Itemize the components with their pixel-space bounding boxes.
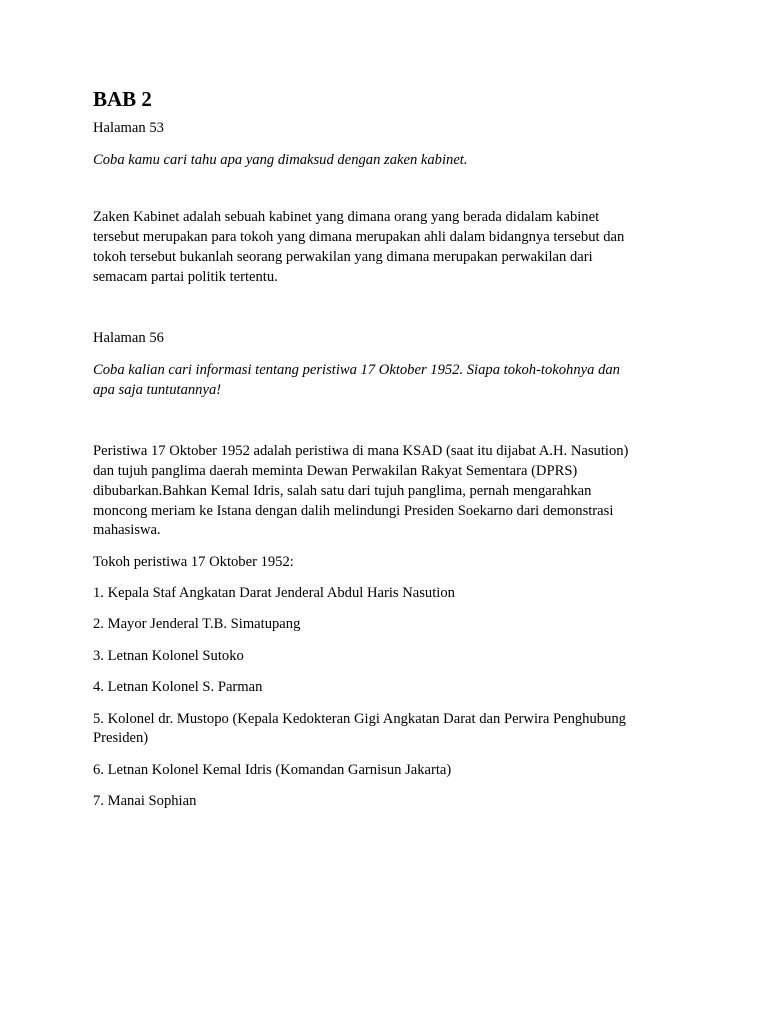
answer-line: tokoh tersebut bukanlah seorang perwakilan yang dimana merupakan perwakilan dari: [93, 249, 593, 265]
list-item: 1. Kepala Staf Angkatan Darat Jenderal Abdul Haris Nasution: [93, 585, 455, 601]
question-line: apa saja tuntutannya!: [93, 382, 222, 398]
page-label-56: Halaman 56: [93, 330, 164, 346]
list-item: 2. Mayor Jenderal T.B. Simatupang: [93, 616, 301, 632]
answer-line: Peristiwa 17 Oktober 1952 adalah peristiwa di mana KSAD (saat itu dijabat A.H. Nasution): [93, 443, 629, 459]
answer-line: moncong meriam ke Istana dengan dalih melindungi Presiden Soekarno dari demonstrasi: [93, 503, 614, 519]
answer-line: mahasiswa.: [93, 522, 161, 538]
question-line: Coba kalian cari informasi tentang peristiwa 17 Oktober 1952. Siapa tokoh-tokohnya dan: [93, 362, 620, 378]
answer-line: dan tujuh panglima daerah meminta Dewan Perwakilan Rakyat Sementara (DPRS): [93, 463, 578, 479]
list-item: 4. Letnan Kolonel S. Parman: [93, 679, 263, 695]
answer-line: semacam partai politik tertentu.: [93, 269, 278, 285]
list-item: 3. Letnan Kolonel Sutoko: [93, 648, 244, 664]
answer-line: tersebut merupakan para tokoh yang dimana merupakan ahli dalam bidangnya tersebut dan: [93, 229, 625, 245]
answer-line: dibubarkan.Bahkan Kemal Idris, salah satu dari tujuh panglima, pernah mengarahkan: [93, 483, 592, 499]
answer-line: Zaken Kabinet adalah sebuah kabinet yang dimana orang yang berada didalam kabinet: [93, 209, 600, 225]
list-item: 5. Kolonel dr. Mustopo (Kepala Kedokteran Gigi Angkatan Darat dan Perwira Penghubung: [93, 711, 626, 727]
question-zaken-kabinet: Coba kamu cari tahu apa yang dimaksud dengan zaken kabinet.: [93, 152, 468, 168]
chapter-title: BAB 2: [93, 87, 152, 111]
list-item-continuation: Presiden): [93, 730, 149, 746]
tokoh-heading: Tokoh peristiwa 17 Oktober 1952:: [93, 554, 294, 570]
list-item: 7. Manai Sophian: [93, 793, 197, 809]
list-item: 6. Letnan Kolonel Kemal Idris (Komandan Garnisun Jakarta): [93, 762, 452, 778]
page-label-53: Halaman 53: [93, 120, 164, 136]
